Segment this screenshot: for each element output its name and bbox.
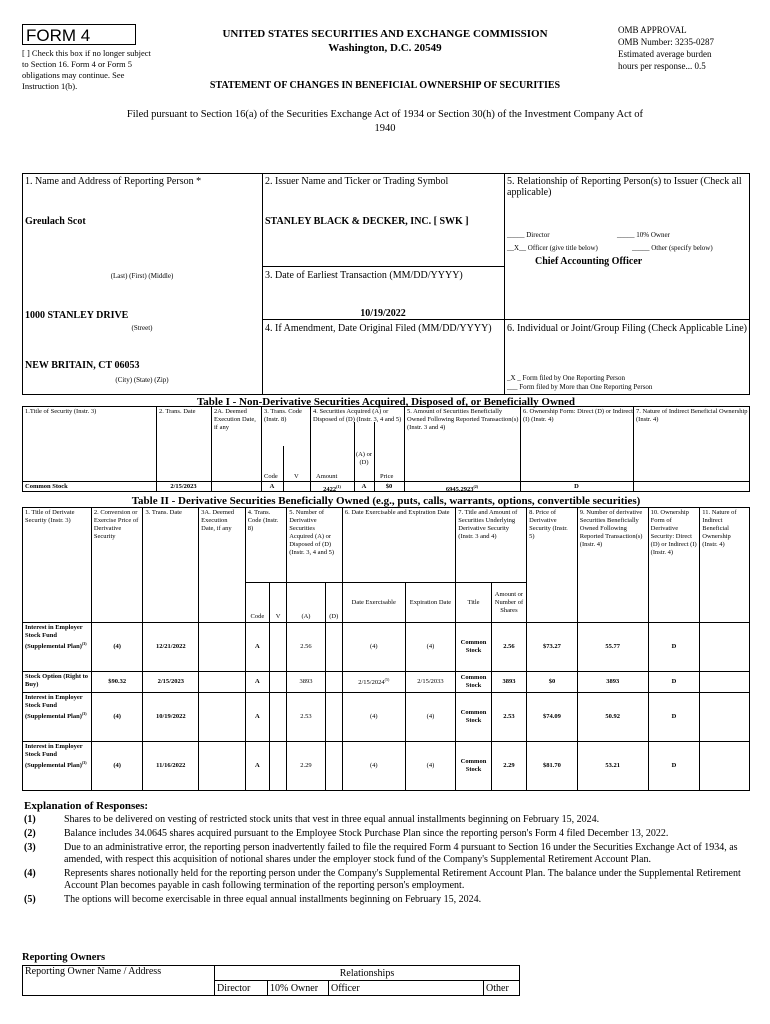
t1-trans-date: 2/15/2023 xyxy=(170,483,197,490)
other-header: Other xyxy=(484,981,520,996)
t2-h4: 4. Trans. Code (Instr. 8) xyxy=(245,508,287,583)
t2-underlying-title: Common Stock xyxy=(456,693,491,742)
t2-sub-expiration: Expiration Date xyxy=(405,583,456,623)
city-caption: (City) (State) (Zip) xyxy=(115,376,169,384)
t2-conversion-price: (4) xyxy=(91,742,143,791)
t2-nature xyxy=(700,672,750,693)
t2-h6: 6. Date Exercisable and Expiration Date xyxy=(342,508,455,583)
table2 xyxy=(22,507,750,791)
no-longer-subject-note: [ ] Check this box if no longer subject to Section 16. Form 4 or Form 5 obligations may continue. See Instruction 1(b). xyxy=(22,48,151,91)
footnote-text: Shares to be delivered on vesting of restricted stock units that vest in three equal annual installments beginning on February 15, 2024. xyxy=(64,814,600,825)
t2-sub-exercisable: Date Exercisable xyxy=(342,583,405,623)
explanation-item xyxy=(24,868,744,892)
street-caption: (Street) xyxy=(131,324,153,332)
statement-title: STATEMENT OF CHANGES IN BENEFICIAL OWNERSHIP OF SECURITIES xyxy=(209,80,561,91)
t2-trans-date: 10/19/2022 xyxy=(143,693,199,742)
t1-h5: 5. Amount of Securities Beneficially Owned Following Reported Transaction(s) (Instr. 3 and 4) xyxy=(407,408,519,431)
t2-owned: 55.77 xyxy=(577,623,648,672)
t2-ownership-form: D xyxy=(648,742,700,791)
officer-title: Chief Accounting Officer xyxy=(535,256,643,267)
footnote-text: Represents shares notionally held for the reporting person under the Company's Supplemental Retirement Account Plan. The balance under the Supplemental Retirement Account Plan becomes payable in cash following termination of the reporting person's employment. xyxy=(64,868,741,891)
box1-label: 1. Name and Address of Reporting Person * xyxy=(25,176,202,187)
t1-security-title: Common Stock xyxy=(25,483,68,490)
explanation-item xyxy=(24,842,744,866)
t2-h2: 2. Conversion or Exercise Price of Derivative Security xyxy=(91,508,143,623)
filed-pursuant-text: Filed pursuant to Section 16(a) of the Securities Exchange Act of 1934 or Section 30(h) of the Investment Company Act of 1940 xyxy=(126,109,644,134)
t2-conversion-price: (4) xyxy=(91,693,143,742)
t2-underlying-amount: 2.56 xyxy=(491,623,526,672)
t2-code: A xyxy=(245,623,269,672)
t1-sub-v: V xyxy=(294,473,299,480)
footnote-number: (2) xyxy=(24,828,36,839)
t2-derivative-price: $81.70 xyxy=(527,742,578,791)
explanation-item xyxy=(24,828,744,840)
t1-sub-code: Code xyxy=(264,473,278,480)
t2-security-title: Interest in Employer Stock Fund (Supplemental Plan)$^{(3)}$ xyxy=(23,693,92,742)
t1-h2: 2. Trans. Date xyxy=(159,408,196,415)
t2-acquired: 3893 xyxy=(287,672,325,693)
box4-label: 4. If Amendment, Date Original Filed (MM/DD/YYYY) xyxy=(265,323,492,334)
t2-underlying-amount: 2.53 xyxy=(491,693,526,742)
box5-label: 5. Relationship of Reporting Person(s) to Issuer (Check all applicable) xyxy=(507,176,742,198)
footnote-text: Due to an administrative error, the reporting person inadvertently failed to file the required Form 4 pursuant to Section 16 under the Securities Exchange Act of 1934, as amended, with respect this acquisition of notional shares under the employer stock fund of the Company's Supplemental Retirement Account Plan. xyxy=(64,842,738,865)
t2-v xyxy=(270,672,287,693)
box3-label: 3. Date of Earliest Transaction (MM/DD/YYYY) xyxy=(265,270,463,281)
box6-label: 6. Individual or Joint/Group Filing (Check Applicable Line) xyxy=(507,323,747,334)
t2-security-title: Stock Option (Right to Buy) xyxy=(23,672,92,693)
t1-code: A xyxy=(269,483,275,490)
t1-sub-aord: (A) or (D) xyxy=(355,451,373,466)
reporting-owners-title: Reporting Owners xyxy=(22,952,106,963)
t2-deemed-date xyxy=(199,672,246,693)
t2-expiration: (4) xyxy=(405,693,456,742)
t2-h11: 11. Nature of Indirect Beneficial Ownership (Instr. 4) xyxy=(700,508,750,623)
footnote-number: (1) xyxy=(24,814,36,825)
owner-name-header: Reporting Owner Name / Address xyxy=(23,966,215,996)
t2-expiration: 2/15/2033 xyxy=(405,672,456,693)
omb-line-4: hours per response... 0.5 xyxy=(618,61,706,71)
table-row xyxy=(23,672,750,693)
t2-deemed-date xyxy=(199,693,246,742)
t2-trans-date: 12/21/2022 xyxy=(143,623,199,672)
t2-owned: 3893 xyxy=(577,672,648,693)
omb-line-2: OMB Number: 3235-0287 xyxy=(618,37,714,47)
omb-approval xyxy=(618,24,758,72)
relationship-officer: __X__ Officer (give title below) xyxy=(507,244,598,252)
t2-code: A xyxy=(245,693,269,742)
t2-disposed xyxy=(325,672,342,693)
t2-sub-a: (A) xyxy=(287,583,325,623)
t2-acquired: 2.53 xyxy=(287,693,325,742)
t2-sub-code: Code xyxy=(245,583,269,623)
t2-nature xyxy=(700,623,750,672)
t2-underlying-title: Common Stock xyxy=(456,623,491,672)
omb-line-1: OMB APPROVAL xyxy=(618,25,687,35)
reporting-person-name: Greulach Scot xyxy=(25,216,86,227)
t1-owned: 6945.2923$^{(2)}$ xyxy=(445,484,479,494)
t2-nature xyxy=(700,742,750,791)
t2-ownership-form: D xyxy=(648,693,700,742)
table1-title: Table I - Non-Derivative Securities Acquired, Disposed of, or Beneficially Owned xyxy=(196,396,576,408)
t2-derivative-price: $73.27 xyxy=(527,623,578,672)
t1-amount: 2422$^{(1)}$ xyxy=(323,484,341,494)
t2-underlying-title: Common Stock xyxy=(456,742,491,791)
relationship-10pct-owner: _____ 10% Owner xyxy=(617,231,670,239)
t2-sub-title: Title xyxy=(456,583,491,623)
t2-owned: 53.21 xyxy=(577,742,648,791)
agency-name xyxy=(190,27,580,55)
director-header: Director xyxy=(215,981,268,996)
t2-owned: 50.92 xyxy=(577,693,648,742)
t2-deemed-date xyxy=(199,742,246,791)
relationships-header: Relationships xyxy=(215,966,520,981)
t2-exercisable: 2/15/2024$^{(5)}$ xyxy=(342,672,405,693)
officer-header: Officer xyxy=(329,981,484,996)
t1-sub-amount: Amount xyxy=(316,473,338,480)
filing-multiple-persons: ___ Form filed by More than One Reporting Person xyxy=(507,383,653,391)
t2-disposed xyxy=(325,623,342,672)
t2-code: A xyxy=(245,672,269,693)
t2-acquired: 2.56 xyxy=(287,623,325,672)
t1-ownership-form: D xyxy=(574,483,579,490)
table-row xyxy=(23,623,750,672)
t2-sub-amount-shares: Amount or Number of Shares xyxy=(491,583,526,623)
t2-h8: 8. Price of Derivative Security (Instr. 5) xyxy=(527,508,578,623)
name-caption: (Last) (First) (Middle) xyxy=(110,272,174,280)
t2-h7: 7. Title and Amount of Securities Underlying Derivative Security (Instr. 3 and 4) xyxy=(456,508,527,583)
table2-title: Table II - Derivative Securities Beneficially Owned (e.g., puts, calls, warrants, options, convertible securities) xyxy=(131,495,641,507)
t2-trans-date: 2/15/2023 xyxy=(143,672,199,693)
t1-aord: A xyxy=(361,483,367,490)
t2-ownership-form: D xyxy=(648,672,700,693)
t2-exercisable: (4) xyxy=(342,693,405,742)
street-address: 1000 STANLEY DRIVE xyxy=(25,310,129,321)
explanation-item xyxy=(24,814,744,826)
t2-disposed xyxy=(325,742,342,791)
reporting-owners-table xyxy=(22,965,520,996)
box2-label: 2. Issuer Name and Ticker or Trading Symbol xyxy=(265,176,449,187)
relationship-director: _____ Director xyxy=(507,231,550,239)
t2-code: A xyxy=(245,742,269,791)
t2-expiration: (4) xyxy=(405,742,456,791)
ten-pct-owner-header: 10% Owner xyxy=(268,981,329,996)
explanation-item xyxy=(24,894,744,906)
t1-h3: 3. Trans. Code (Instr. 8) xyxy=(264,408,302,423)
t2-expiration: (4) xyxy=(405,623,456,672)
t2-deemed-date xyxy=(199,623,246,672)
filing-one-person: _X _ Form filed by One Reporting Person xyxy=(507,374,626,382)
t2-h5: 5. Number of Derivative Securities Acquired (A) or Disposed of (D) (Instr. 3, 4 and 5) xyxy=(287,508,343,583)
form-title: FORM 4 xyxy=(22,24,136,45)
t1-h1: 1.Title of Security (Instr. 3) xyxy=(25,408,97,415)
t2-derivative-price: $0 xyxy=(527,672,578,693)
t2-conversion-price: (4) xyxy=(91,623,143,672)
t2-underlying-amount: 3893 xyxy=(491,672,526,693)
t2-h3: 3. Trans. Date xyxy=(143,508,199,623)
t2-h3a: 3A. Deemed Execution Date, if any xyxy=(199,508,246,623)
footnote-text: The options will become exercisable in three equal annual installments beginning on February 15, 2024. xyxy=(64,894,482,905)
t2-trans-date: 11/16/2022 xyxy=(143,742,199,791)
relationship-other: _____ Other (specify below) xyxy=(632,244,713,252)
omb-line-3: Estimated average burden xyxy=(618,49,712,59)
t2-exercisable: (4) xyxy=(342,623,405,672)
t1-h2a: 2A. Deemed Execution Date, if any xyxy=(214,408,256,431)
footnote-number: (5) xyxy=(24,894,36,905)
t2-v xyxy=(270,623,287,672)
table-row xyxy=(23,693,750,742)
explanation-title: Explanation of Responses: xyxy=(24,800,149,812)
t2-nature xyxy=(700,693,750,742)
t2-h9: 9. Number of derivative Securities Beneficially Owned Following Reported Transaction(s) (Instr. 4) xyxy=(577,508,648,623)
t2-underlying-title: Common Stock xyxy=(456,672,491,693)
t2-acquired: 2.29 xyxy=(287,742,325,791)
t2-v xyxy=(270,693,287,742)
t2-security-title: Interest in Employer Stock Fund (Supplemental Plan)$^{(3)}$ xyxy=(23,623,92,672)
t2-security-title: Interest in Employer Stock Fund (Supplemental Plan)$^{(3)}$ xyxy=(23,742,92,791)
t2-derivative-price: $74.09 xyxy=(527,693,578,742)
t2-h1: 1. Title of Derivate Security (Instr. 3) xyxy=(23,508,92,623)
t1-h7: 7. Nature of Indirect Beneficial Ownership (Instr. 4) xyxy=(636,408,748,423)
earliest-transaction-date: 10/19/2022 xyxy=(360,308,406,319)
t1-sub-price: Price xyxy=(380,473,394,480)
city-state-zip: NEW BRITAIN, CT 06053 xyxy=(25,360,140,371)
t2-conversion-price: $90.32 xyxy=(91,672,143,693)
agency-line-2: Washington, D.C. 20549 xyxy=(328,42,442,54)
t2-sub-d: (D) xyxy=(325,583,342,623)
footnote-number: (3) xyxy=(24,842,36,853)
table-row xyxy=(23,742,750,791)
t1-h4: 4. Securities Acquired (A) or Disposed of (D) (Instr. 3, 4 and 5) xyxy=(313,408,402,423)
footnote-text: Balance includes 34.0645 shares acquired pursuant to the Employee Stock Purchase Plan since the reporting person's Form 4 filed December 13, 2022. xyxy=(64,828,669,839)
t2-underlying-amount: 2.29 xyxy=(491,742,526,791)
t2-sub-v: V xyxy=(270,583,287,623)
footnote-number: (4) xyxy=(24,868,36,879)
t1-h6: 6. Ownership Form: Direct (D) or Indirect (I) (Instr. 4) xyxy=(523,408,633,423)
issuer-name: STANLEY BLACK & DECKER, INC. [ SWK ] xyxy=(265,216,469,227)
t2-disposed xyxy=(325,693,342,742)
t2-exercisable: (4) xyxy=(342,742,405,791)
explanation-list xyxy=(24,814,744,908)
t2-ownership-form: D xyxy=(648,623,700,672)
t2-v xyxy=(270,742,287,791)
t1-price: $0 xyxy=(385,483,393,490)
t2-h10: 10. Ownership Form of Derivative Security: Direct (D) or Indirect (I) (Instr. 4) xyxy=(648,508,700,623)
agency-line-1: UNITED STATES SECURITIES AND EXCHANGE COMMISSION xyxy=(222,28,548,40)
